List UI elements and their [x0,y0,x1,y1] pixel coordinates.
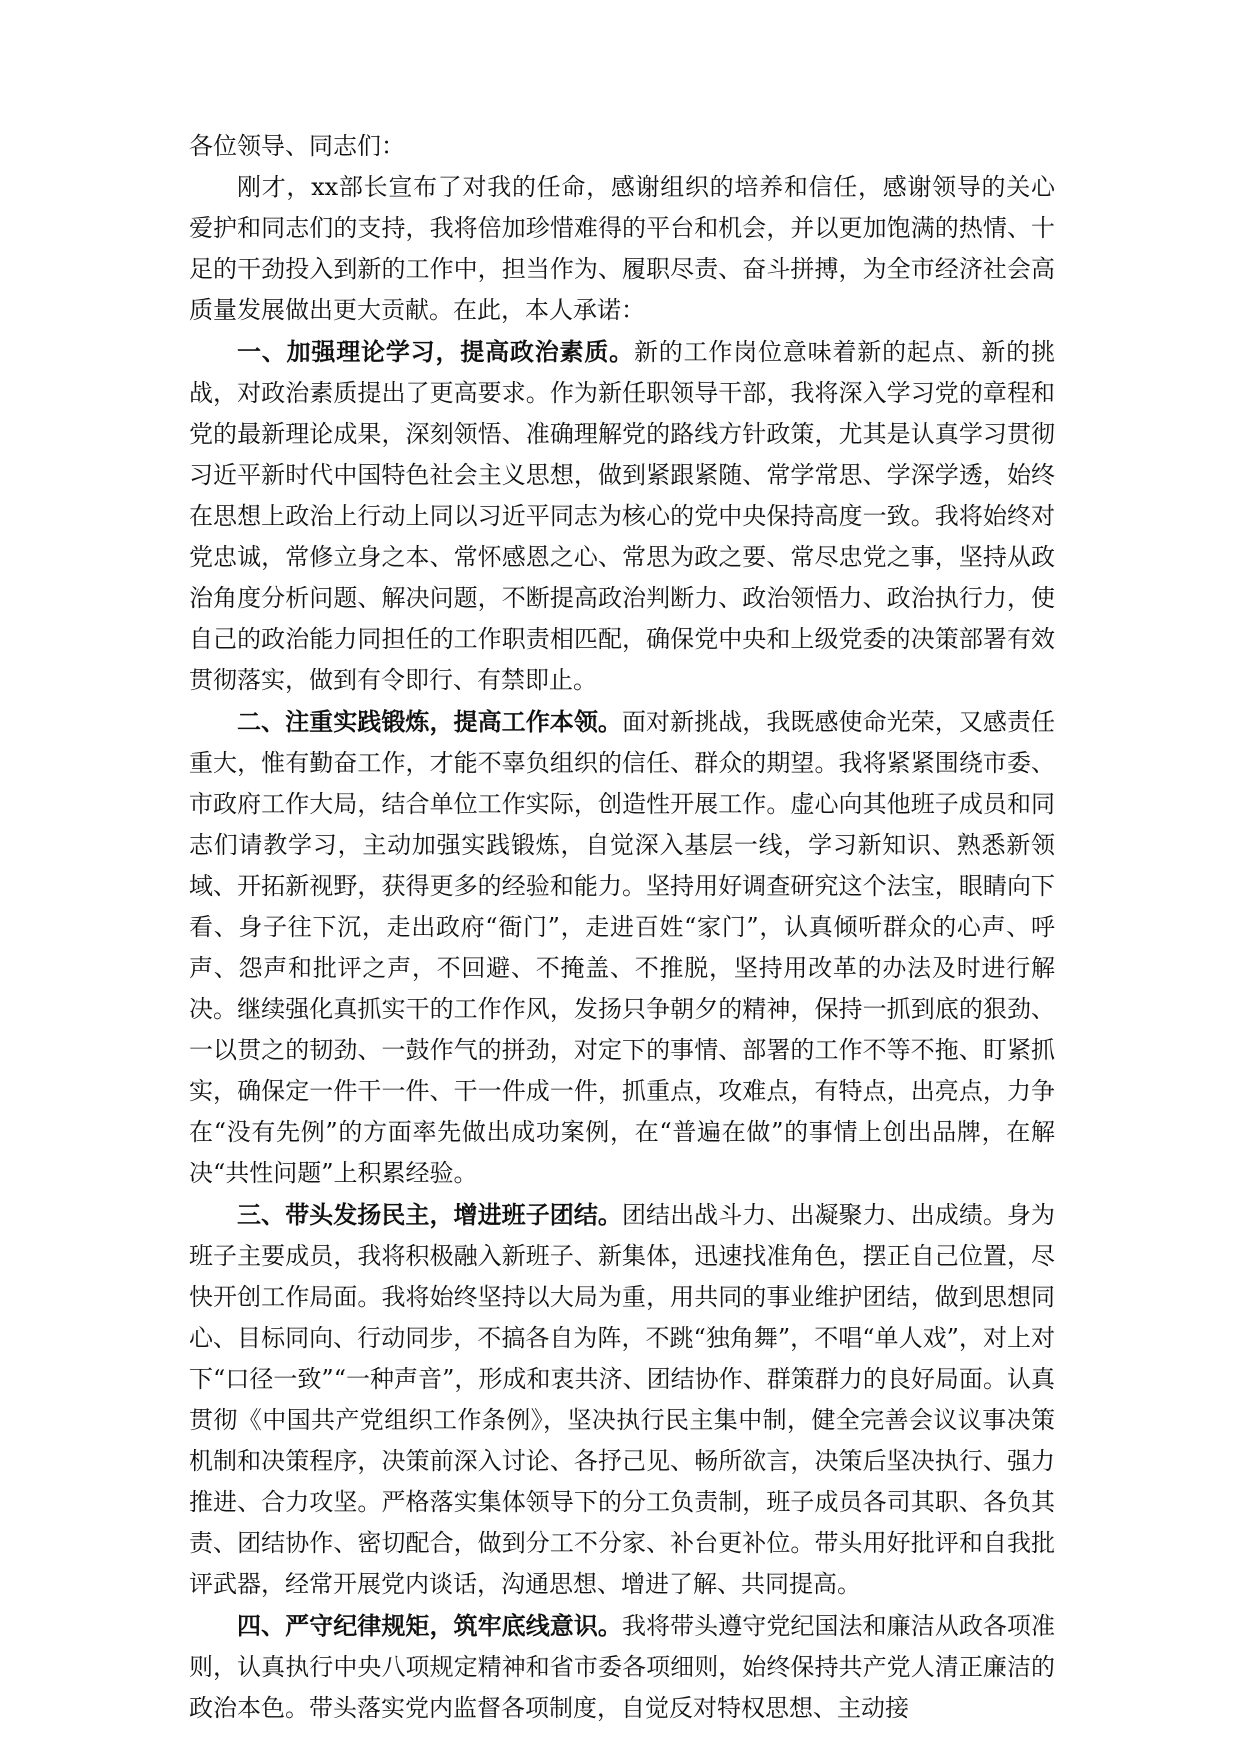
section-body: 我将带头遵守党纪国法和廉洁从政各项准则，认真执行中央八项规定精神和省市委各项细则，始终保持共产党人清正廉洁的政治本色。带头落实党内监督各项制度，自觉反对特权思想、主动接 [189,1612,1055,1722]
section-heading: 一、加强理论学习，提高政治素质。 [237,337,634,366]
section-body: 面对新挑战，我既感使命光荣，又感责任重大，惟有勤奋工作，才能不辜负组织的信任、群众的期望。我将紧紧围绕市委、市政府工作大局，结合单位工作实际，创造性开展工作。虚心向其他班子成员和同志们请教学习，主动加强实践锻炼，自觉深入基层一线，学习新知识、熟悉新领域、开拓新视野，获得更多的经验和能力。坚持用好调查研究这个法宝，眼睛向下看、身子往下沉，走出政府“衙门”，走进百姓“家门”，认真倾听群众的心声、呼声、怨声和批评之声，不回避、不掩盖、不推脱，坚持用改革的办法及时进行解决。继续强化真抓实干的工作作风，发扬只争朝夕的精神，保持一抓到底的狠劲、一以贯之的韧劲、一鼓作气的拼劲，对定下的事情、部署的工作不等不拖、盯紧抓实，确保定一件干一件、干一件成一件，抓重点，攻难点，有特点，出亮点，力争在“没有先例”的方面率先做出成功案例，在“普遍在做”的事情上创出品牌，在解决“共性问题”上积累经验。 [189,708,1055,1187]
intro-paragraph: 刚才，xx部长宣布了对我的任命，感谢组织的培养和信任，感谢领导的关心爱护和同志们的支持，我将倍加珍惜难得的平台和机会，并以更加饱满的热情、十足的干劲投入到新的工作中，担当作为、履职尽责、奋斗拼搏，为全市经济社会高质量发展做出更大贡献。在此，本人承诺： [189,173,1055,324]
salutation: 各位领导、同志们： [189,132,405,160]
section-heading: 二、注重实践锻炼，提高工作本领。 [237,707,622,736]
section-paragraph [189,701,1055,1194]
section-body: 新的工作岗位意味着新的起点、新的挑战，对政治素质提出了更高要求。作为新任职领导干部，我将深入学习党的章程和党的最新理论成果，深刻领悟、准确理解党的路线方针政策，尤其是认真学习贯彻习近平新时代中国特色社会主义思想，做到紧跟紧随、常学常思、学深学透，始终在思想上政治上行动上同以习近平同志为核心的党中央保持高度一致。我将始终对党忠诚，常修立身之本、常怀感恩之心、常思为政之要、常尽忠党之事，坚持从政治角度分析问题、解决问题，不断提高政治判断力、政治领悟力、政治执行力，使自己的政治能力同担任的工作职责相匹配，确保党中央和上级党委的决策部署有效贯彻落实，做到有令即行、有禁即止。 [189,338,1055,694]
section-heading: 四、严守纪律规矩，筑牢底线意识。 [237,1611,622,1640]
section-heading: 三、带头发扬民主，增进班子团结。 [237,1200,622,1229]
section-body: 团结出战斗力、出凝聚力、出成绩。身为班子主要成员，我将积极融入新班子、新集体，迅速找准角色，摆正自己位置，尽快开创工作局面。我将始终坚持以大局为重，用共同的事业维护团结，做到思想同心、目标同向、行动同步，不搞各自为阵，不跳“独角舞”，不唱“单人戏”，对上对下“口径一致”“一种声音”，形成和衷共济、团结协作、群策群力的良好局面。认真贯彻《中国共产党组织工作条例》，坚决执行民主集中制，健全完善会议议事决策机制和决策程序，决策前深入讨论、各抒己见、畅所欲言，决策后坚决执行、强力推进、合力攻坚。严格落实集体领导下的分工负责制，班子成员各司其职、各负其责、团结协作、密切配合，做到分工不分家、补台更补位。带头用好批评和自我批评武器，经常开展党内谈话，沟通思想、增进了解、共同提高。 [189,1201,1055,1598]
section-paragraph [189,331,1055,701]
document-page [189,126,1055,1729]
section-paragraph [189,1605,1055,1729]
section-paragraph [189,1194,1055,1605]
